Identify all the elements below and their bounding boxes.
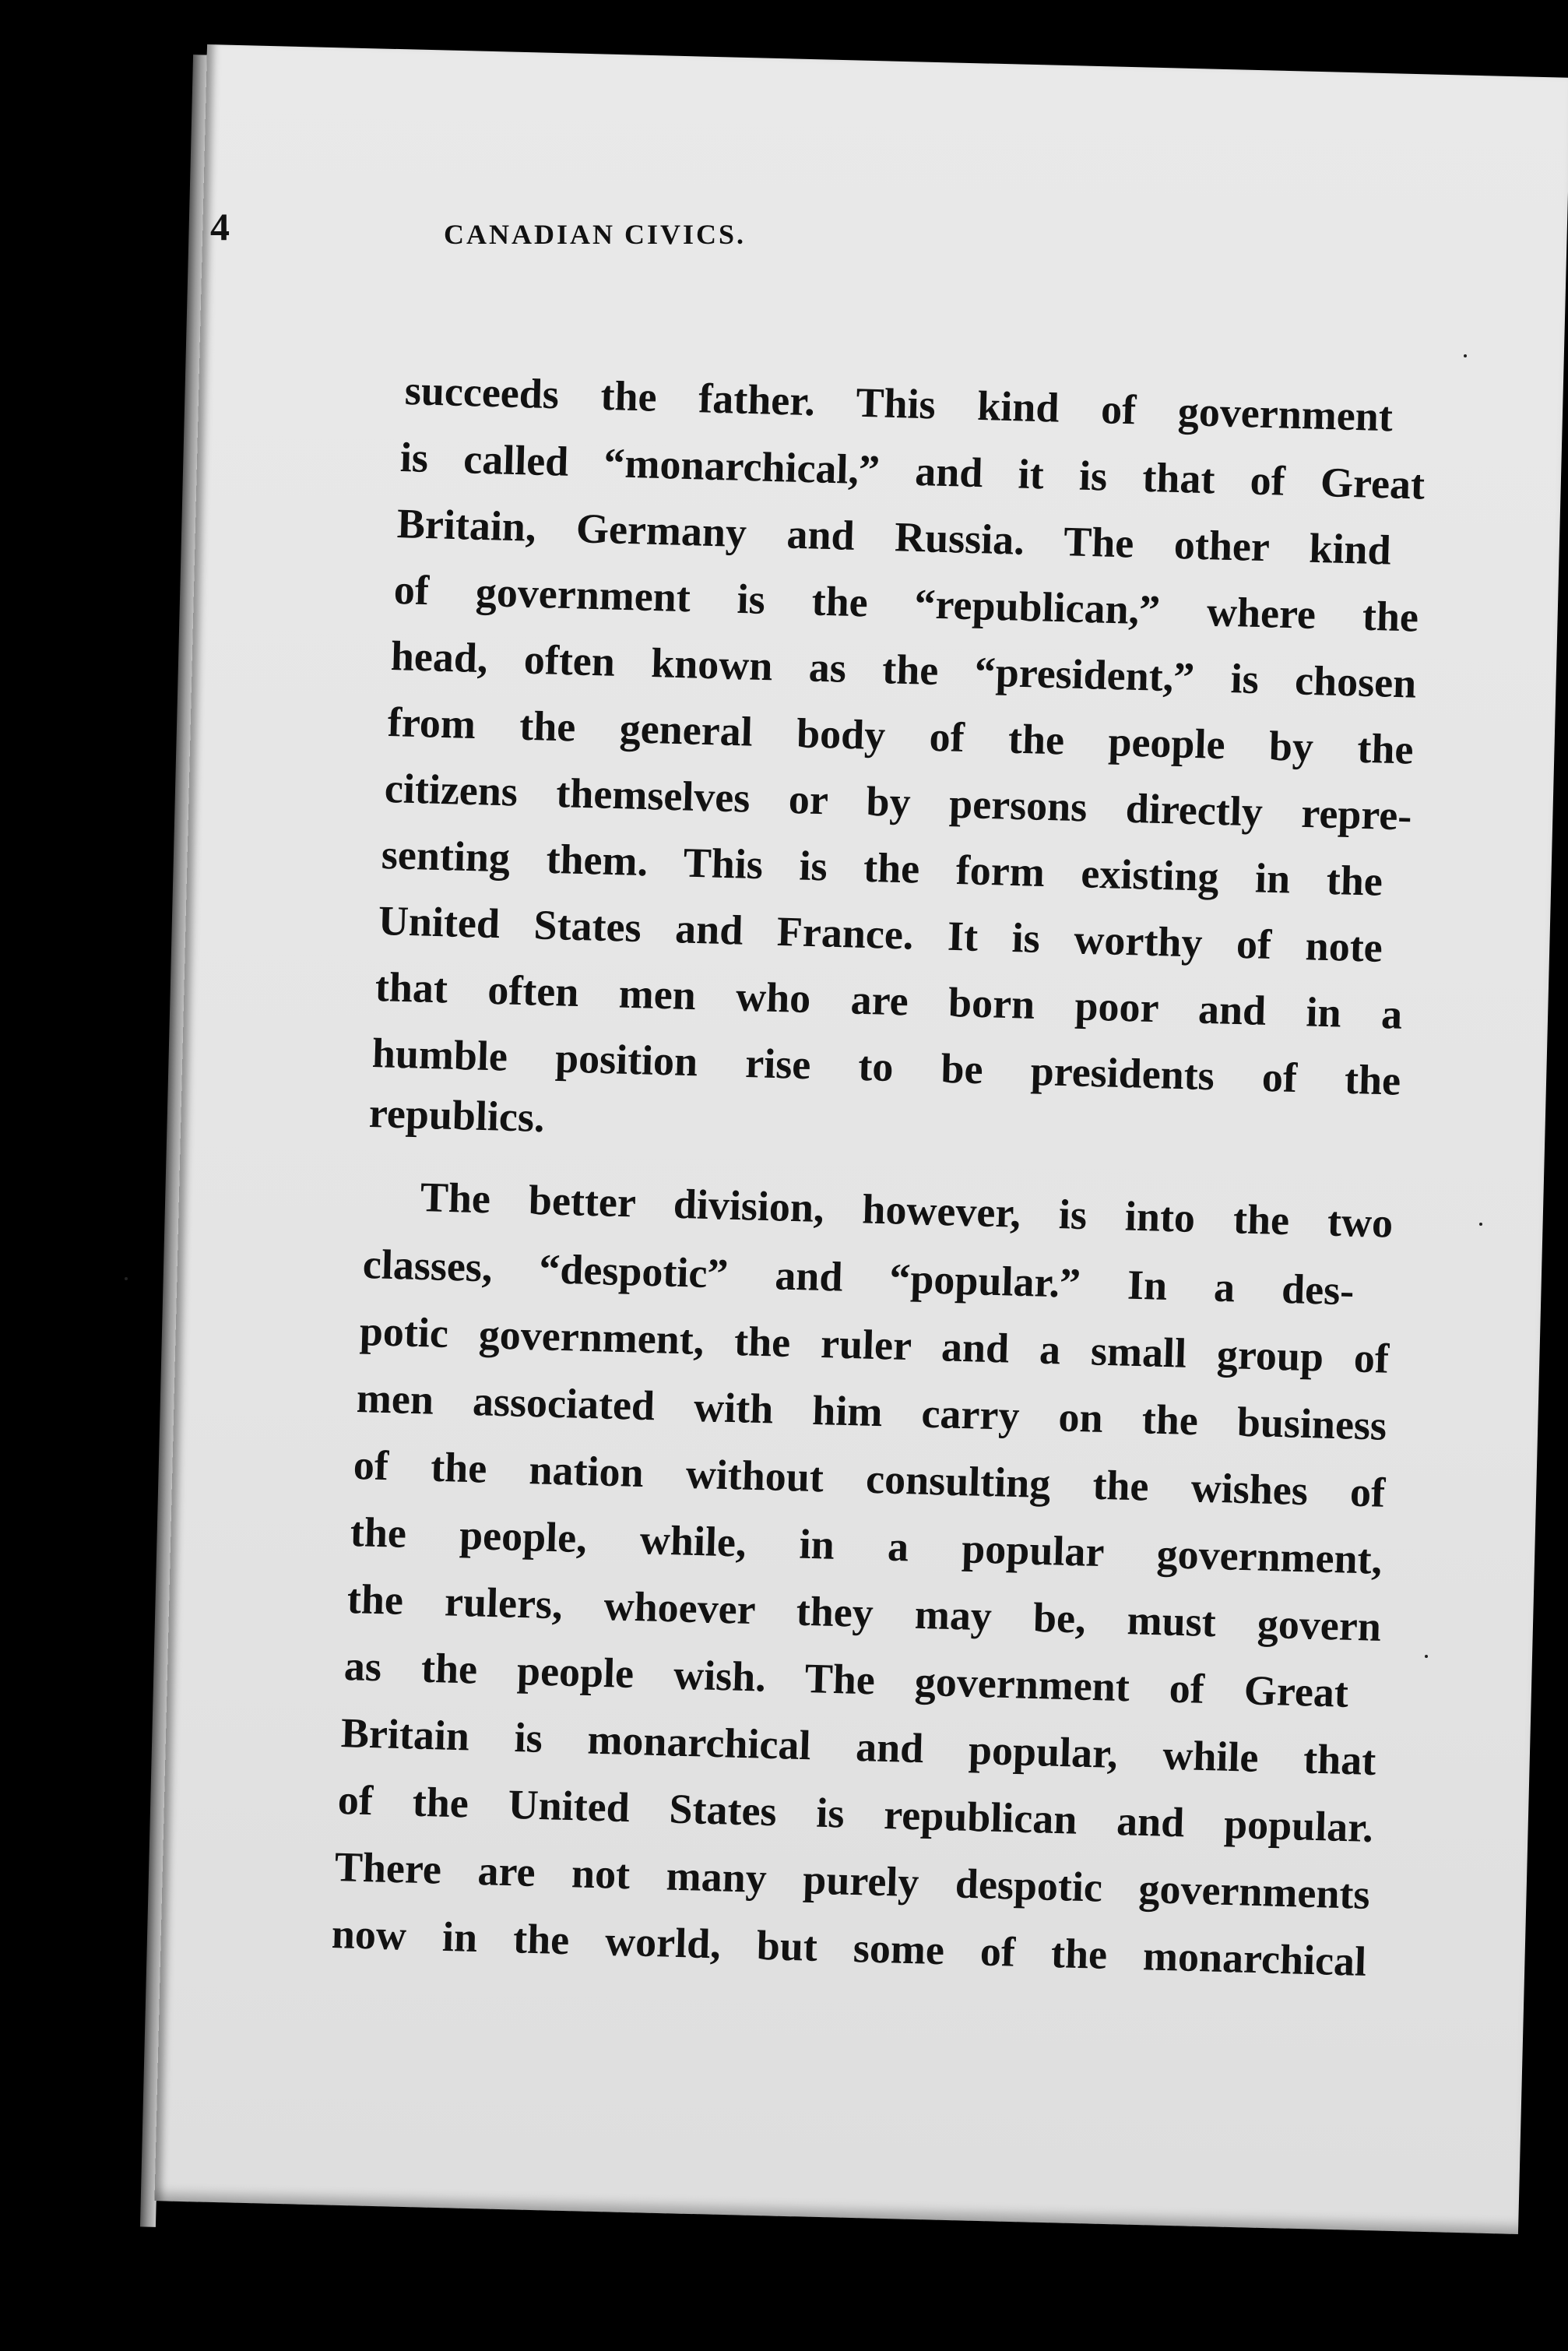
scan-speck — [125, 1277, 128, 1280]
text-line: citizens themselves or by persons directly repre- — [384, 765, 1413, 839]
text-line: that often men who are born poor and in a — [374, 963, 1403, 1038]
text-line: United States and France. It is worthy of note — [378, 897, 1383, 971]
text-line: head, often known as the “president,” is chosen — [390, 632, 1417, 707]
text-line: Britain is monarchical and popular, while that — [340, 1709, 1377, 1784]
scan-speck — [1479, 1223, 1482, 1226]
text-line: of government is the “republican,” where the — [393, 566, 1419, 641]
text-line: is called “monarchical,” and it is that of Great — [399, 434, 1426, 509]
text-line: senting them. This is the form existing in the — [381, 831, 1383, 905]
text-line: of the nation without consulting the wishes of — [353, 1441, 1386, 1516]
scan-speck — [1425, 1655, 1428, 1658]
scan-speck — [1464, 354, 1467, 357]
text-line: Britain, Germany and Russia. The other kind — [396, 500, 1392, 574]
text-line: now in the world, but some of the monarchical — [331, 1910, 1367, 1985]
text-line: succeeds the father. This kind of government — [404, 367, 1394, 441]
text-line: There are not many purely despotic governments — [334, 1843, 1371, 1918]
text-line: the people, while, in a popular government, — [350, 1508, 1383, 1583]
text-line: men associated with him carry on the business — [356, 1374, 1387, 1449]
text-line: The better division, however, is into the two — [420, 1174, 1394, 1247]
text-line: classes, “despotic” and “popular.” In a des- — [362, 1241, 1355, 1315]
text-line: of the United States is republican and popular. — [337, 1776, 1374, 1851]
text-line: the rulers, whoever they may be, must govern — [346, 1575, 1382, 1650]
text-line: from the general body of the people by the — [387, 699, 1415, 773]
text-line: humble position rise to be presidents of the — [371, 1029, 1401, 1104]
running-head: CANADIAN CIVICS. — [444, 219, 747, 250]
text-line: republics. — [368, 1089, 546, 1142]
text-line: as the people wish. The government of Great — [343, 1642, 1349, 1716]
page-number: 4 — [210, 205, 230, 248]
text-line: potic government, the ruler and a small group of — [359, 1307, 1390, 1382]
